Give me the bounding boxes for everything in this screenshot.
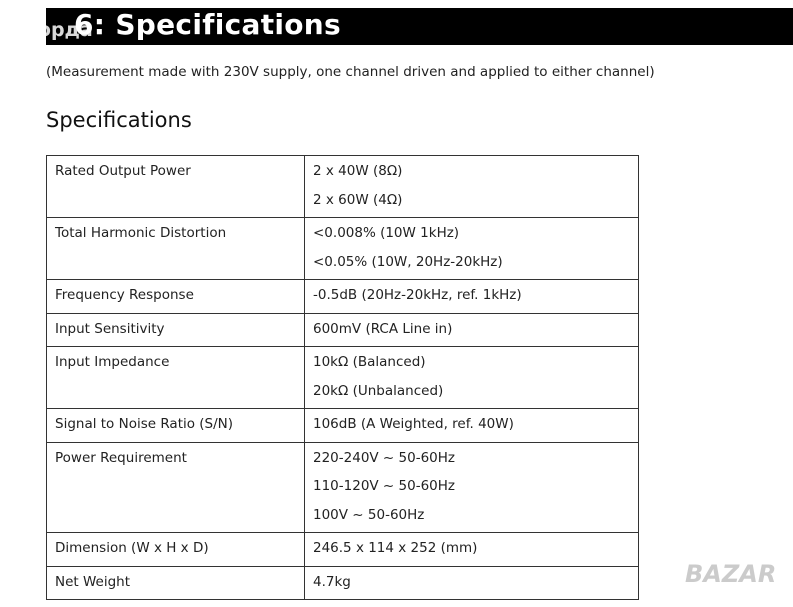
spec-row [47,566,639,600]
spec-param-label: Power Requirement [55,449,187,466]
spec-value: 2 x 60W (4Ω) [313,191,403,208]
spec-value-cell [305,218,639,280]
spec-value-cell [305,280,639,314]
spec-param-cell [47,280,305,314]
spec-param-label: Total Harmonic Distortion [55,225,227,241]
watermark-top: Норда [22,19,93,41]
spec-value: 106dB (A Weighted, ref. 40W) [313,416,514,432]
spec-param-cell [47,566,305,600]
spec-param-cell [47,313,305,347]
spec-value: 4.7kg [313,573,351,590]
spec-param-cell [47,409,305,443]
spec-row [47,347,639,409]
spec-row [47,409,639,443]
spec-row [47,280,639,314]
spec-param-label: Frequency Response [55,287,194,303]
spec-param-label: Input Impedance [55,354,170,370]
spec-value-cell [305,409,639,443]
spec-value: 220-240V ~ 50-60Hz [313,449,456,466]
spec-row [47,533,639,567]
spec-value-cell [305,156,639,218]
spec-param-label: Net Weight [55,573,131,590]
spec-param-label: Dimension (W x H x D) [55,540,209,556]
spec-row [47,313,639,347]
spec-value: 2 x 40W (8Ω) [313,163,403,179]
spec-value: 600mV (RCA Line in) [313,320,453,337]
spec-value-cell [305,347,639,409]
spec-value-cell [305,533,639,567]
spec-value: 100V ~ 50-60Hz [313,506,425,523]
spec-param-label: Rated Output Power [55,163,191,179]
spec-param-cell [47,347,305,409]
spec-table [46,155,639,600]
spec-value: 246.5 x 114 x 252 (mm) [313,540,478,556]
spec-row [47,442,639,533]
spec-param-cell [47,156,305,218]
spec-value: 20kΩ (Unbalanced) [313,382,444,399]
spec-row [47,218,639,280]
spec-value: 110-120V ~ 50-60Hz [313,478,456,494]
spec-row [47,156,639,218]
spec-param-cell [47,533,305,567]
spec-value: 10kΩ (Balanced) [313,354,426,370]
spec-value-cell [305,566,639,600]
measurement-note: (Measurement made with 230V supply, one channel driven and applied to either channel) [46,64,655,80]
spec-value: <0.008% (10W 1kHz) [313,225,460,241]
watermark-bottom: BAZAR [685,560,777,588]
spec-param-cell [47,442,305,533]
spec-value: <0.05% (10W, 20Hz-20kHz) [313,253,503,270]
spec-value: -0.5dB (20Hz-20kHz, ref. 1kHz) [313,287,522,303]
spec-param-label: Signal to Noise Ratio (S/N) [55,416,234,432]
spec-value-cell [305,442,639,533]
spec-param-label: Input Sensitivity [55,320,165,337]
spec-param-cell [47,218,305,280]
page-title: 6: Specifications [74,8,342,41]
spec-value-cell [305,313,639,347]
section-heading: Specifications [46,108,192,132]
